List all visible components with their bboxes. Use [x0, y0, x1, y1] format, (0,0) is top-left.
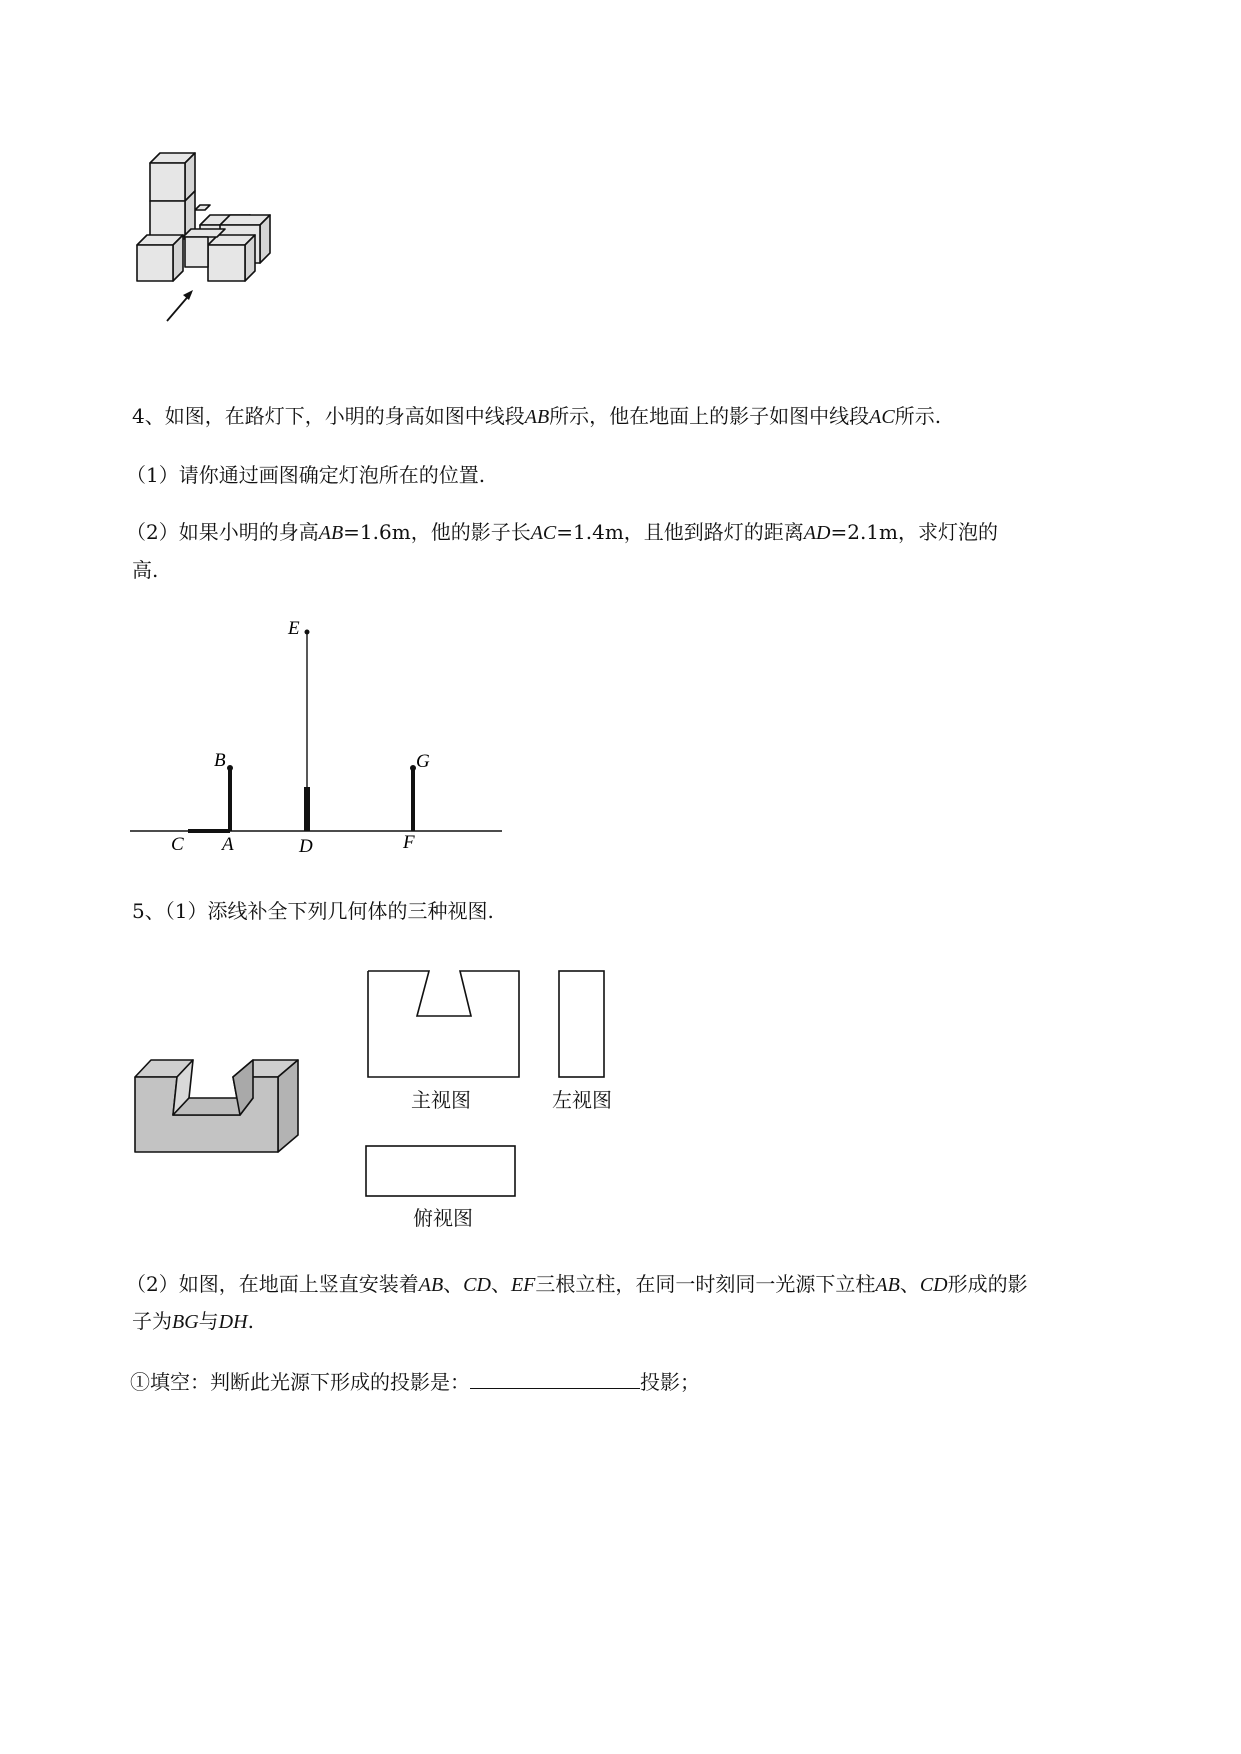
q4-part2-c: =1.4m，且他到路灯的距离	[556, 520, 804, 544]
top-view-label: 俯视图	[413, 1206, 473, 1230]
point-label-b: B	[214, 750, 226, 771]
q5-part2-e: 与	[198, 1309, 219, 1333]
q5-fill-prefix: ①填空：判断此光源下形成的投影是：	[130, 1370, 470, 1394]
q4-part2-ab: AB	[318, 522, 344, 544]
q5-fill-blank	[130, 1366, 700, 1396]
q5-part2-dh: DH	[218, 1311, 248, 1333]
q4-seg-ac: AC	[869, 406, 895, 428]
q5-part1: 5、（1）添线补全下列几何体的三种视图.	[132, 899, 494, 923]
front-view-drawing	[365, 968, 525, 1080]
point-label-d: D	[299, 836, 313, 857]
top-view-drawing	[363, 1143, 518, 1199]
point-label-f: F	[403, 832, 415, 853]
q4-part2-d: =2.1m，求灯泡的	[830, 520, 998, 544]
q5-sep3: 、	[899, 1272, 920, 1296]
point-label-g: G	[416, 751, 430, 772]
q5-fill-suffix: 投影；	[640, 1370, 700, 1394]
q5-part2-b: 三根立柱，在同一时刻同一光源下立柱	[535, 1272, 876, 1296]
q5-sep2: 、	[490, 1272, 511, 1296]
q5-part2	[126, 1270, 1028, 1299]
point-label-c: C	[171, 834, 184, 855]
answer-blank[interactable]	[470, 1366, 640, 1389]
q5-sep1: 、	[443, 1272, 464, 1296]
q5-part2-cont	[132, 1307, 254, 1336]
q4-part2-a: （2）如果小明的身高	[126, 520, 319, 544]
q5-part2-a: （2）如图，在地面上竖直安装着	[126, 1272, 419, 1296]
q4-stem	[132, 402, 941, 431]
q4-stem-prefix: 4、如图，在路灯下，小明的身高如图中线段	[132, 404, 525, 428]
lamp-diagram	[125, 610, 510, 860]
q4-part2	[126, 518, 998, 547]
q4-seg-ab: AB	[524, 406, 550, 428]
point-label-a: A	[222, 834, 234, 855]
q4-stem-mid: 所示，他在地面上的影子如图中线段	[549, 404, 870, 428]
q4-part2-cont: 高.	[132, 558, 159, 582]
q4-part1: （1）请你通过画图确定灯泡所在的位置.	[126, 463, 486, 487]
left-view-label: 左视图	[552, 1088, 612, 1112]
q5-part2-f: .	[247, 1309, 254, 1333]
q5-part2-ef: EF	[510, 1274, 536, 1296]
q5-part2-cd2: CD	[919, 1274, 948, 1296]
q5-part2-ab2: AB	[875, 1274, 900, 1296]
q5-part2-bg: BG	[172, 1311, 199, 1333]
q4-part2-ac: AC	[530, 522, 557, 544]
q4-part2-ad: AD	[803, 522, 831, 544]
q5-part2-c: 形成的影	[947, 1272, 1028, 1296]
point-label-e: E	[288, 618, 300, 639]
left-view-drawing	[556, 968, 608, 1080]
q5-part2-ab: AB	[418, 1274, 444, 1296]
u-block-solid	[130, 1055, 305, 1160]
front-view-label: 主视图	[411, 1088, 471, 1112]
q5-part2-cd: CD	[463, 1274, 491, 1296]
cube-stack-figure	[125, 145, 285, 330]
q4-stem-suffix: 所示.	[894, 404, 942, 428]
q4-part2-b: =1.6m，他的影子长	[343, 520, 531, 544]
q5-part2-d: 子为	[132, 1309, 172, 1333]
